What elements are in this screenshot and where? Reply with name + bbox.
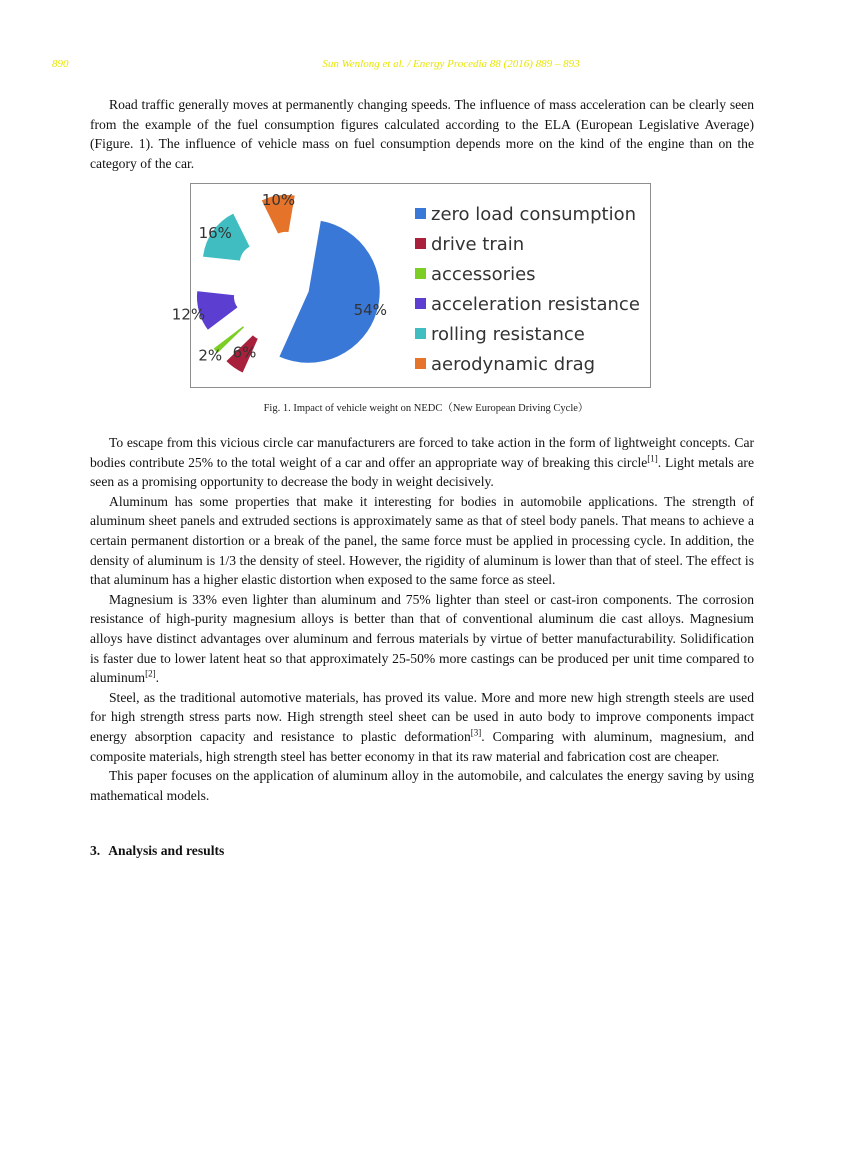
page-number: 890 xyxy=(52,58,69,70)
pie-slice-zero-load-consumption xyxy=(279,220,380,363)
paragraph: Steel, as the traditional automotive materials, has proved its value. More and more new high strength steels are used for high strength stress parts now. High strength steel sheet can be used in auto body to improve components impact energy absorption capacity and resistance to plastic deformation[3]. Comparing with aluminum, magnesium, and composite materials, high strength steel has better economy in that its raw material and fabrication cost are cheaper. xyxy=(90,689,754,764)
pie-value-label: 2% xyxy=(198,346,223,365)
pie-value-label: 54% xyxy=(353,301,387,320)
paragraph: Magnesium is 33% even lighter than aluminum and 75% lighter than steel or cast-iron components. The corrosion resistance of high-purity magnesium alloys is better than that of conventional aluminum die cast alloys. Magnesium alloys have distinct advantages over aluminum and ferrous materials by virtue of better manufacturability. Solidification is faster due to lower latent heat so that approximately 25-50% more castings can be produced per unit time compared to aluminum[2]. xyxy=(90,591,754,686)
pie-chart xyxy=(171,184,649,386)
legend-label: aerodynamic drag xyxy=(431,354,596,375)
section-number: 3. xyxy=(90,843,101,858)
legend-swatch xyxy=(415,268,426,279)
legend-label: accessories xyxy=(431,264,536,285)
paragraph: This paper focuses on the application of aluminum alloy in the automobile, and calculates the energy saving by using mathematical models. xyxy=(90,768,754,803)
running-title: Sun Wenlong et al. / Energy Procedia 88 (2016) 889 – 893 xyxy=(322,58,580,70)
legend-label: acceleration resistance xyxy=(431,294,640,315)
figure-1-chart xyxy=(171,183,651,388)
paragraph: To escape from this vicious circle car manufacturers are forced to take action in the form of lightweight concepts. Car bodies contribute 25% to the total weight of a car and offer an appropriate way of breaking this circle[1]. Light metals are seen as a promising opportunity to decrease the body in weight decisively. xyxy=(90,435,754,490)
legend-swatch xyxy=(415,358,426,369)
paragraph: Road traffic generally moves at permanently changing speeds. The influence of mass acceleration can be clearly seen from the example of the fuel consumption figures calculated according to the ELA (European Legislative Average) (Figure. 1). The influence of vehicle mass on fuel consumption depends more on the kind of the engine than on the category of the car. xyxy=(90,97,754,171)
legend-swatch xyxy=(415,298,426,309)
legend-swatch xyxy=(415,238,426,249)
legend-label: drive train xyxy=(431,234,525,255)
section-title: Analysis and results xyxy=(108,843,225,858)
page-header xyxy=(0,58,846,74)
citation-ref[interactable]: [3] xyxy=(470,727,482,738)
pie-value-label: 12% xyxy=(171,305,206,324)
citation-ref[interactable]: [1] xyxy=(647,453,658,464)
intro-text xyxy=(90,95,754,173)
legend-swatch xyxy=(415,328,426,339)
main-text xyxy=(90,433,754,805)
pie-value-label: 16% xyxy=(198,224,232,243)
pie-value-label: 6% xyxy=(232,343,257,362)
legend-label: rolling resistance xyxy=(431,324,585,345)
paragraph: Aluminum has some properties that make it interesting for bodies in automobile applications. The strength of aluminum sheet panels and extruded sections is approximately same as that of steel body panels. That means to achieve a certain permanent distortion or a break of the panel, the same force must be applied in processing cycle. In addition, the density of aluminum is 1/3 the density of steel. However, the rigidity of aluminum is lower than that of steel. The effect is that aluminum has a higher elastic distortion when exposed to the same force as steel. xyxy=(90,493,754,588)
legend-swatch xyxy=(415,208,426,219)
citation-ref[interactable]: [2] xyxy=(145,668,156,679)
pie-value-label: 10% xyxy=(261,191,296,210)
legend-label: zero load consumption xyxy=(431,204,636,225)
section-heading xyxy=(90,843,224,859)
figure-caption: Fig. 1. Impact of vehicle weight on NEDC（New European Driving Cycle） xyxy=(263,403,589,414)
